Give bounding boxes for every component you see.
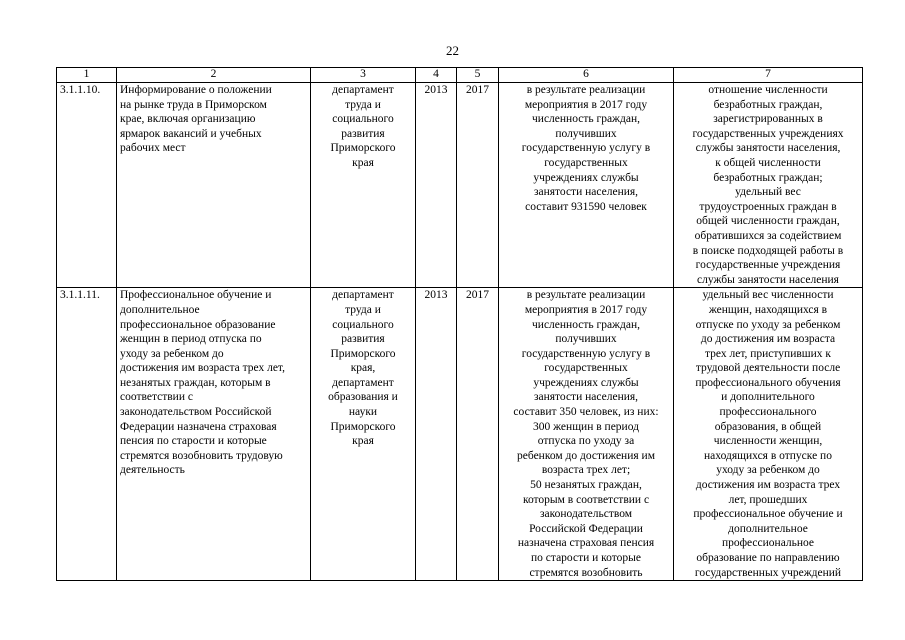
cell-text-line: безработных граждан; [713,171,823,184]
cell-text-line: достижения им возраста трех лет, [120,362,285,375]
measure-end-year: 2017 [457,288,499,581]
cell-text-line: профессионального [719,406,817,419]
cell-text-line: государственных [544,156,628,169]
cell-text-line: достижения им возраста трех [695,479,841,492]
cell-text-line: социального [332,113,394,126]
header-cell-7: 7 [674,68,863,83]
cell-text-line: края [352,156,374,169]
cell-text-line: находящихся в отпуске по [704,449,832,462]
cell-text-line: женщин в период отпуска по [120,333,262,346]
cell-text-line: безработных граждан, [713,98,823,111]
cell-text-line: службы занятости населения, [695,142,841,155]
cell-text-line: женщин, находящихся в [708,303,828,316]
cell-text-line: занятости населения, [533,391,639,404]
cell-text-line: государственных учреждениях [692,127,844,140]
cell-text-line: Российской Федерации [529,522,643,535]
cell-text-line: по старости и которые [531,552,641,564]
measure-result [499,288,674,581]
cell-text-line: отпуске по уходу за ребенком [695,318,841,331]
cell-text-line: стремятся возобновить [529,566,643,579]
page-number: 22 [446,43,459,58]
table-row [57,83,863,288]
cell-text-line: законодательством [539,508,633,521]
cell-text-line: ребенком до достижения им [517,449,655,462]
cell-text-line: развития [341,333,385,346]
cell-text-line: департамент [332,289,394,302]
cell-text-line: уходу за ребенком до [716,464,820,477]
measure-name [117,288,311,581]
cell-text-line: получивших [555,127,617,140]
cell-text-line: 300 женщин в период [533,420,639,433]
cell-text-line: соответствии с [120,391,193,404]
cell-text-line: дополнительное [120,303,200,316]
cell-text-line: уходу за ребенком до [120,347,224,360]
cell-text-line: численность граждан, [532,113,640,126]
cell-text-line: государственные учреждения [695,259,841,272]
measure-result [499,83,674,288]
cell-text-line: государственную услугу в [521,142,651,155]
cell-text-line: законодательством Российской [120,406,272,419]
cell-text-line: Информирование о положении [120,84,272,96]
header-cell-5: 5 [457,68,499,83]
cell-text-line: Федерации назначена страховая [120,420,277,433]
measure-indicator [674,288,863,581]
cell-text-line: учреждениях службы [533,376,639,389]
measures-table [56,67,863,581]
cell-text-line: в результате реализации [526,289,646,302]
measure-executor [311,83,416,288]
measure-start-year: 2013 [416,83,457,288]
measure-start-year: 2013 [416,288,457,581]
cell-text-line: государственную услугу в [521,347,651,360]
cell-text-line: отношение численности [708,84,828,96]
cell-text-line: деятельность [120,464,185,477]
cell-text-line: государственных [544,362,628,375]
cell-text-line: дополнительное [728,522,808,535]
cell-text-line: профессиональное образование [120,318,276,331]
cell-text-line: назначена страховая пенсия [517,537,655,550]
cell-text-line: мероприятия в 2017 году [524,98,648,111]
cell-text-line: составит 350 человек, из них: [513,406,659,419]
cell-text-line: учреждениях службы [533,171,639,184]
cell-text-line: края [352,435,374,448]
cell-text-line: которым в соответствии с [522,493,650,506]
measure-indicator [674,83,863,288]
header-cell-6: 6 [499,68,674,83]
cell-text-line: общей численности граждан, [696,215,840,228]
cell-text-line: стремятся возобновить трудовую [120,449,283,462]
cell-text-line: получивших [555,333,617,346]
cell-text-line: до достижения им возраста [700,333,836,346]
cell-text-line: пенсия по старости и которые [120,435,267,448]
cell-text-line: составит 931590 человек [525,200,647,213]
cell-text-line: развития [341,127,385,140]
cell-text-line: возраста трех лет; [541,464,631,477]
cell-text-line: крае, включая организацию [120,113,256,126]
table-row [57,288,863,581]
cell-text-line: Профессиональное обучение и [120,289,272,302]
cell-text-line: незанятых граждан, которым в [120,376,271,389]
cell-text-line: численности женщин, [713,435,823,448]
cell-text-line: лет, прошедших [728,493,808,506]
cell-text-line: труда и [345,303,381,316]
cell-text-line: труда и [345,98,381,111]
cell-text-line: на рынке труда в Приморском [120,98,267,111]
measure-number: 3.1.1.11. [57,288,117,581]
cell-text-line: службы занятости населения [697,273,839,286]
cell-text-line: удельный вес [735,186,801,199]
cell-text-line: профессионального обучения [695,376,841,389]
cell-text-line: в результате реализации [526,84,646,96]
cell-text-line: трудовой деятельности после [695,362,841,375]
table-header-row [57,68,863,83]
cell-text-line: занятости населения, [533,186,639,199]
measure-number: 3.1.1.10. [57,83,117,288]
cell-text-line: удельный вес численности [702,289,834,302]
cell-text-line: обратившихся за содействием [694,229,842,242]
measure-executor [311,288,416,581]
header-cell-1: 1 [57,68,117,83]
cell-text-line: Приморского [330,142,396,155]
header-cell-2: 2 [117,68,311,83]
cell-text-line: государственных учреждений [694,566,842,579]
cell-text-line: трудоустроенных граждан в [699,200,837,213]
cell-text-line: численность граждан, [532,318,640,331]
cell-text-line: профессиональное обучение и [693,508,843,521]
measure-end-year: 2017 [457,83,499,288]
cell-text-line: 50 незанятых граждан, [530,479,642,492]
cell-text-line: ярмарок вакансий и учебных [120,127,262,140]
cell-text-line: образования, в общей [714,420,822,433]
cell-text-line: Приморского [330,420,396,433]
cell-text-line: в поиске подходящей работы в [692,244,844,257]
cell-text-line: департамент [332,376,394,389]
cell-text-line: профессиональное [721,537,815,550]
cell-text-line: мероприятия в 2017 году [524,303,648,316]
cell-text-line: департамент [332,84,394,96]
cell-text-line: и дополнительного [721,391,815,404]
cell-text-line: рабочих мест [120,142,186,155]
cell-text-line: образования и [328,391,398,404]
header-cell-4: 4 [416,68,457,83]
cell-text-line: отпуска по уходу за [537,435,635,448]
cell-text-line: Приморского [330,347,396,360]
cell-text-line: образование по направлению [696,552,840,564]
cell-text-line: к общей численности [715,156,821,169]
cell-text-line: социального [332,318,394,331]
measure-name [117,83,311,288]
cell-text-line: трех лет, приступивших к [705,347,831,360]
cell-text-line: науки [348,406,378,419]
header-cell-3: 3 [311,68,416,83]
cell-text-line: зарегистрированных в [713,113,823,126]
cell-text-line: края, [350,362,376,375]
